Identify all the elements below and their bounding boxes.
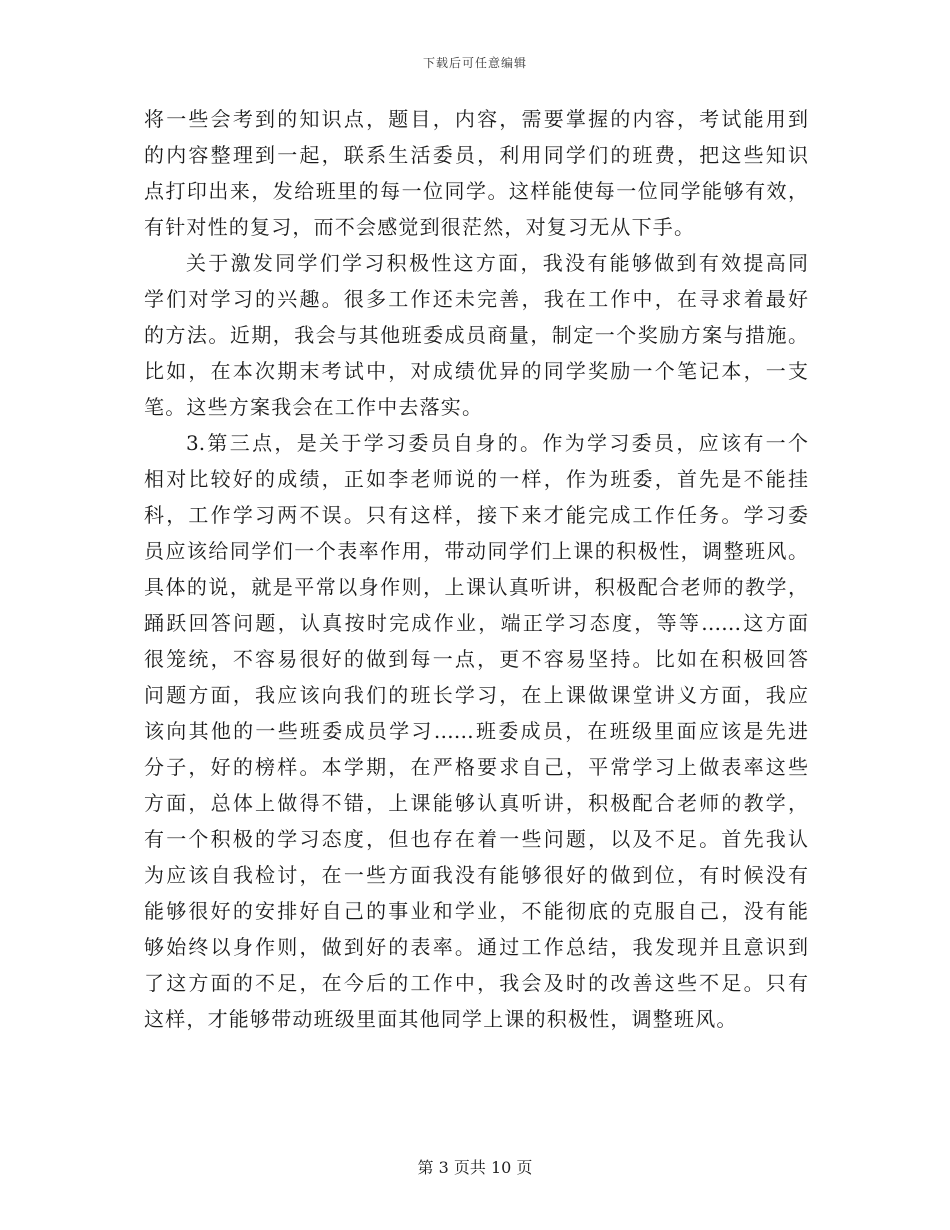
text-line: 将一些会考到的知识点，题目，内容，需要掌握的内容，考试能用到 bbox=[144, 107, 808, 131]
paragraph-3 bbox=[144, 425, 808, 1037]
text-line: 能够很好的安排好自己的事业和学业，不能彻底的克服自己，没有能 bbox=[144, 899, 808, 923]
text-line: 为应该自我检讨，在一些方面我没有能够很好的做到位，有时候没有 bbox=[144, 863, 808, 887]
text-line: 科，工作学习两不误。只有这样，接下来才能完成工作任务。学习委 bbox=[144, 503, 808, 527]
text-line: 问题方面，我应该向我们的班长学习，在上课做课堂讲义方面，我应 bbox=[144, 683, 808, 707]
text-line: 有一个积极的学习态度，但也存在着一些问题，以及不足。首先我认 bbox=[144, 827, 808, 851]
text-line: 具体的说，就是平常以身作则，上课认真听讲，积极配合老师的教学， bbox=[144, 575, 808, 599]
document-body bbox=[144, 101, 808, 1037]
text-line: 够始终以身作则，做到好的表率。通过工作总结，我发现并且意识到 bbox=[144, 935, 808, 959]
text-line: 学们对学习的兴趣。很多工作还未完善，我在工作中，在寻求着最好 bbox=[144, 287, 808, 311]
text-line: 的内容整理到一起，联系生活委员，利用同学们的班费，把这些知识 bbox=[144, 143, 808, 167]
header-note: 下载后可任意编辑 bbox=[422, 56, 527, 70]
text-line: 点打印出来，发给班里的每一位同学。这样能使每一位同学能够有效， bbox=[144, 179, 808, 203]
text-line: 比如，在本次期末考试中，对成绩优异的同学奖励一个笔记本，一支 bbox=[144, 359, 808, 383]
page-number-footer: 第 3 页共 10 页 bbox=[417, 1158, 533, 1177]
text-line: 该向其他的一些班委成员学习……班委成员，在班级里面应该是先进 bbox=[144, 719, 808, 743]
text-line: 笔。这些方案我会在工作中去落实。 bbox=[144, 395, 484, 419]
paragraph-1 bbox=[144, 101, 808, 245]
text-line: 很笼统，不容易很好的做到每一点，更不容易坚持。比如在积极回答 bbox=[144, 647, 808, 671]
text-line: 员应该给同学们一个表率作用，带动同学们上课的积极性，调整班风。 bbox=[144, 539, 808, 563]
text-line: 方面，总体上做得不错，上课能够认真听讲，积极配合老师的教学， bbox=[144, 791, 808, 815]
text-line: 这样，才能够带动班级里面其他同学上课的积极性，调整班风。 bbox=[144, 1007, 738, 1031]
paragraph-2 bbox=[144, 245, 808, 425]
text-line: 踊跃回答问题，认真按时完成作业，端正学习态度，等等……这方面 bbox=[144, 611, 808, 635]
text-line: 关于激发同学们学习积极性这方面，我没有能够做到有效提高同 bbox=[186, 251, 808, 275]
text-line: 相对比较好的成绩，正如李老师说的一样，作为班委，首先是不能挂 bbox=[144, 467, 808, 491]
text-line: 了这方面的不足，在今后的工作中，我会及时的改善这些不足。只有 bbox=[144, 971, 808, 995]
text-line: 分子，好的榜样。本学期，在严格要求自己，平常学习上做表率这些 bbox=[144, 755, 808, 779]
text-line: 3.第三点，是关于学习委员自身的。作为学习委员，应该有一个 bbox=[186, 431, 808, 455]
text-line: 的方法。近期，我会与其他班委成员商量，制定一个奖励方案与措施。 bbox=[144, 323, 808, 347]
text-line: 有针对性的复习，而不会感觉到很茫然，对复习无从下手。 bbox=[144, 215, 696, 239]
